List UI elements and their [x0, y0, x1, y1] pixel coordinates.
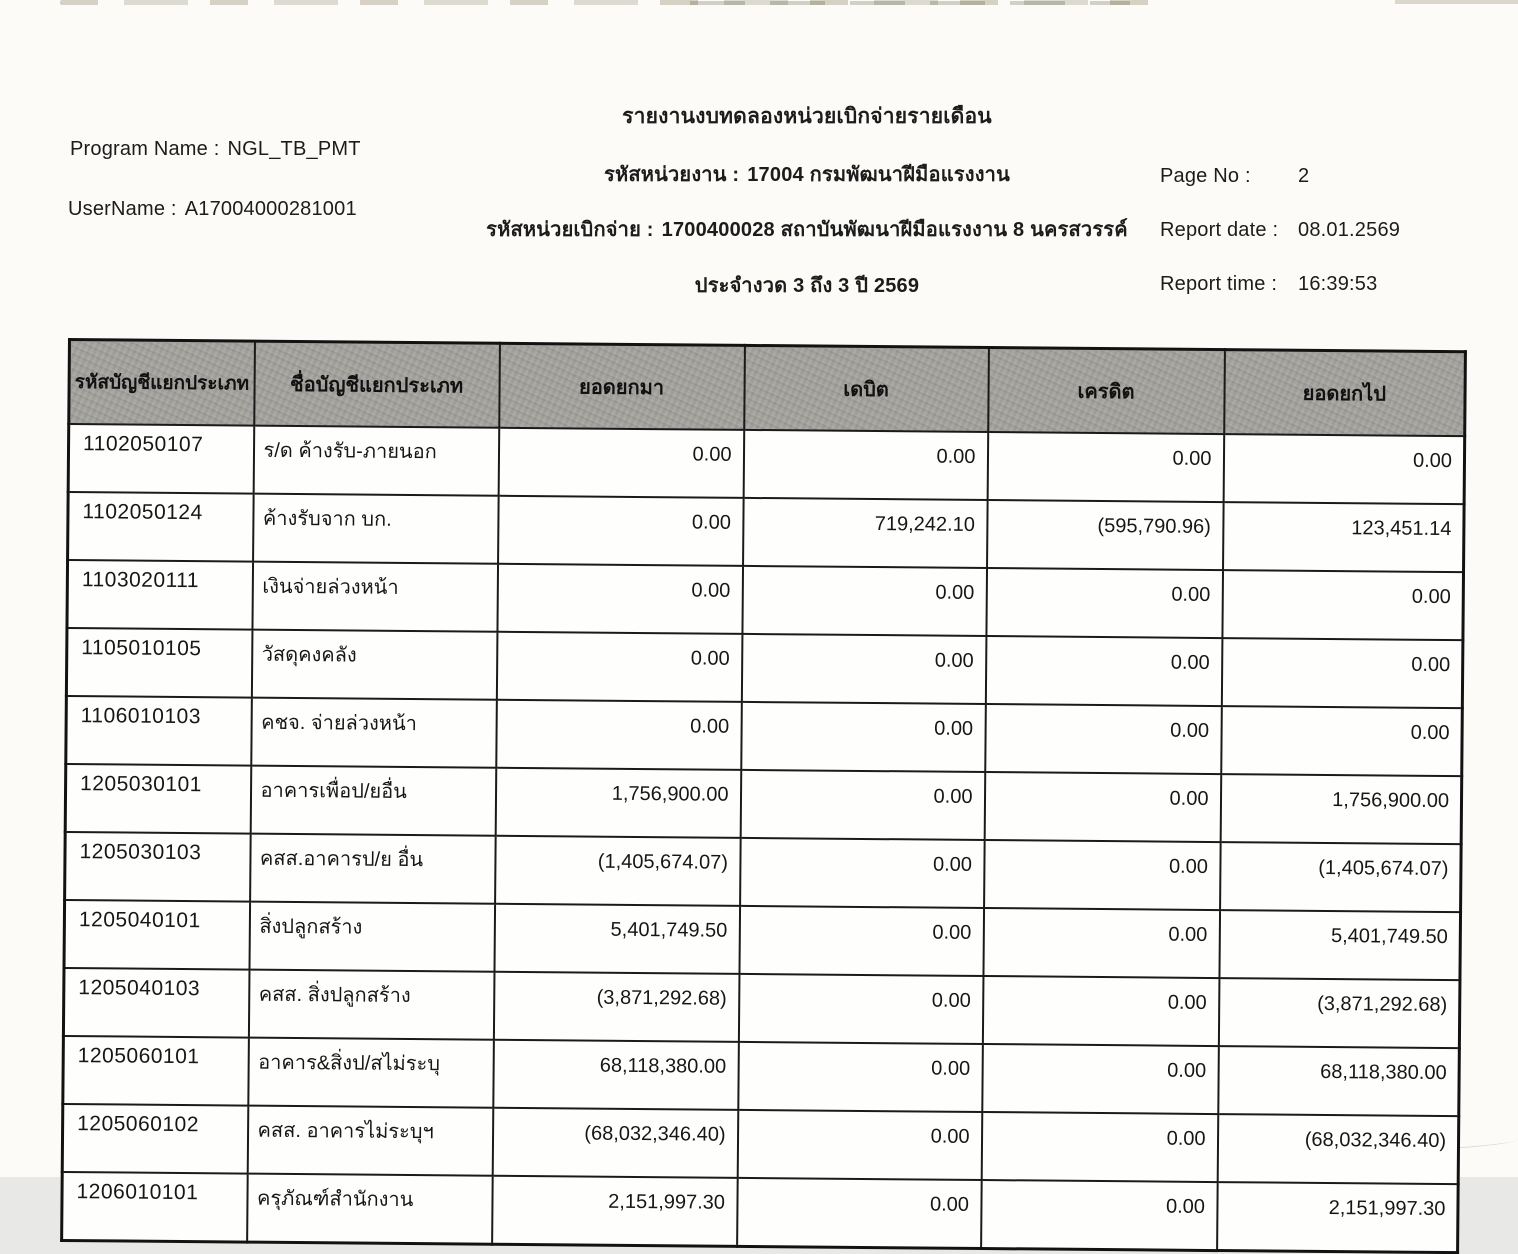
cell-name: วัสดุคงคลัง: [251, 630, 497, 700]
cell-credit: 0.00: [981, 1112, 1218, 1182]
table-row: [62, 1172, 1459, 1253]
cell-begin: (3,871,292.68): [493, 972, 739, 1042]
trial-balance-table: [60, 338, 1467, 1254]
cell-code: 1102050124: [68, 492, 254, 562]
table-row: [67, 560, 1464, 640]
program-name-line: [70, 138, 361, 161]
cell-code: 1105010105: [66, 628, 252, 698]
cell-credit: 0.00: [986, 568, 1223, 638]
table-body: [62, 424, 1465, 1253]
cell-name: อาคารเพื่อป/ยอื่น: [250, 766, 496, 836]
cell-end: 68,118,380.00: [1218, 1046, 1460, 1116]
disbursement-value: 1700400028 สถาบันพัฒนาฝีมือแรงงาน 8 นครสวรรค์: [661, 219, 1128, 241]
cell-code: 1205060102: [62, 1104, 248, 1174]
cell-begin: 68,118,380.00: [493, 1040, 739, 1110]
cell-name: คสส. อาคารไม่ระบุฯ: [247, 1106, 493, 1176]
page-no-value: 2: [1298, 165, 1310, 187]
username-label: UserName :: [68, 198, 177, 220]
cell-code: 1102050107: [68, 424, 254, 494]
agency-label: รหัสหน่วยงาน :: [604, 164, 740, 186]
cell-debit: 0.00: [738, 1042, 983, 1112]
cell-begin: (68,032,346.40): [492, 1108, 738, 1178]
cell-debit: 0.00: [741, 702, 986, 772]
cell-debit: 0.00: [741, 634, 986, 704]
cell-debit: 0.00: [743, 430, 988, 500]
cell-code: 1106010103: [66, 696, 252, 766]
cell-name: ร/ด ค้างรับ-ภายนอก: [253, 426, 499, 496]
cell-code: 1205040103: [63, 968, 249, 1038]
cell-end: 5,401,749.50: [1219, 910, 1461, 980]
cell-end: 1,756,900.00: [1220, 774, 1462, 844]
cell-debit: 0.00: [739, 906, 984, 976]
cell-name: คชจ. จ่ายล่วงหน้า: [251, 698, 497, 768]
cell-credit: 0.00: [981, 1180, 1218, 1251]
cell-credit: 0.00: [983, 908, 1220, 978]
cell-code: 1103020111: [67, 560, 253, 630]
table-row: [66, 696, 1463, 776]
cell-name: อาคาร&สิ่งป/สไม่ระบุ: [248, 1038, 494, 1108]
cell-name: ครุภัณฑ์สำนักงาน: [247, 1174, 493, 1245]
cell-name: ค้างรับจาก บก.: [253, 494, 499, 564]
cell-debit: 719,242.10: [743, 498, 988, 568]
header-debit: เดบิต: [744, 345, 989, 432]
username-line: [68, 198, 357, 221]
cell-name: คสส. สิ่งปลูกสร้าง: [248, 970, 494, 1040]
cell-end: 2,151,997.30: [1217, 1182, 1459, 1253]
table-header: [69, 340, 1466, 437]
cell-begin: 0.00: [497, 564, 743, 634]
cell-credit: 0.00: [987, 432, 1224, 502]
cell-end: (1,405,674.07): [1220, 842, 1462, 912]
cell-code: 1205060101: [63, 1036, 249, 1106]
header-credit: เครดิต: [988, 348, 1225, 435]
cell-credit: 0.00: [985, 704, 1222, 774]
cell-end: 0.00: [1223, 434, 1465, 504]
table-row: [62, 1104, 1459, 1184]
table-row: [68, 492, 1465, 572]
cell-end: (3,871,292.68): [1218, 978, 1460, 1048]
cell-end: 0.00: [1221, 638, 1463, 708]
header-account-code: รหัสบัญชีแยกประเภท: [69, 340, 255, 426]
table-header-row: [69, 340, 1466, 437]
header-account-name: ชื่อบัญชีแยกประเภท: [254, 341, 500, 428]
cell-end: 0.00: [1222, 570, 1464, 640]
report-date-value: 08.01.2569: [1298, 219, 1401, 241]
trial-balance-table-wrap: [60, 338, 1467, 1254]
cell-name: คสส.อาคารป/ย อื่น: [250, 834, 496, 904]
username-value: A17004000281001: [184, 198, 357, 220]
cell-credit: (595,790.96): [987, 500, 1224, 570]
table-row: [64, 900, 1461, 980]
cell-end: 0.00: [1221, 706, 1463, 776]
cell-begin: 1,756,900.00: [495, 768, 741, 838]
program-name-value: NGL_TB_PMT: [227, 138, 361, 160]
table-row: [68, 424, 1465, 504]
cell-begin: 0.00: [498, 428, 744, 498]
report-title: รายงานงบทดลองหน่วยเบิกจ่ายรายเดือน: [622, 105, 992, 128]
cell-begin: 5,401,749.50: [494, 904, 740, 974]
cell-debit: 0.00: [742, 566, 987, 636]
cell-credit: 0.00: [982, 976, 1219, 1046]
cell-debit: 0.00: [738, 974, 983, 1044]
cell-debit: 0.00: [737, 1110, 982, 1180]
header-beginning-balance: ยอดยกมา: [499, 343, 745, 430]
cell-begin: 0.00: [496, 632, 742, 702]
table-row: [63, 1036, 1460, 1116]
cell-begin: 0.00: [496, 700, 742, 770]
cell-debit: 0.00: [740, 770, 985, 840]
cell-code: 1205030101: [65, 764, 251, 834]
cell-credit: 0.00: [984, 772, 1221, 842]
agency-value: 17004 กรมพัฒนาฝีมือแรงงาน: [747, 164, 1010, 186]
cell-name: เงินจ่ายล่วงหน้า: [252, 562, 498, 632]
cell-code: 1205040101: [64, 900, 250, 970]
cell-name: สิ่งปลูกสร้าง: [249, 902, 495, 972]
table-row: [66, 628, 1463, 708]
report-date-label: Report date :: [1160, 219, 1279, 241]
program-name-label: Program Name :: [70, 138, 220, 160]
cell-code: 1205030103: [65, 832, 251, 902]
report-time-label: Report time :: [1160, 273, 1278, 295]
cell-begin: 2,151,997.30: [492, 1176, 738, 1247]
scan-artifact-top: [1395, 0, 1518, 4]
cell-end: (68,032,346.40): [1217, 1114, 1459, 1184]
table-row: [65, 764, 1462, 844]
cell-begin: 0.00: [498, 496, 744, 566]
cell-credit: 0.00: [982, 1044, 1219, 1114]
page-no-label: Page No :: [1160, 165, 1251, 187]
report-time-value: 16:39:53: [1298, 273, 1378, 295]
cell-code: 1206010101: [62, 1172, 248, 1242]
table-row: [65, 832, 1462, 912]
period-line: ประจำงวด 3 ถึง 3 ปี 2569: [694, 275, 920, 297]
header-ending-balance: ยอดยกไป: [1224, 350, 1466, 437]
cell-credit: 0.00: [985, 636, 1222, 706]
cell-end: 123,451.14: [1223, 502, 1465, 572]
cell-debit: 0.00: [740, 838, 985, 908]
cell-debit: 0.00: [737, 1178, 982, 1249]
cell-credit: 0.00: [984, 840, 1221, 910]
scan-artifact-top: [690, 1, 1130, 5]
disbursement-label: รหัสหน่วยเบิกจ่าย :: [486, 219, 654, 241]
cell-begin: (1,405,674.07): [495, 836, 741, 906]
table-row: [63, 968, 1460, 1048]
